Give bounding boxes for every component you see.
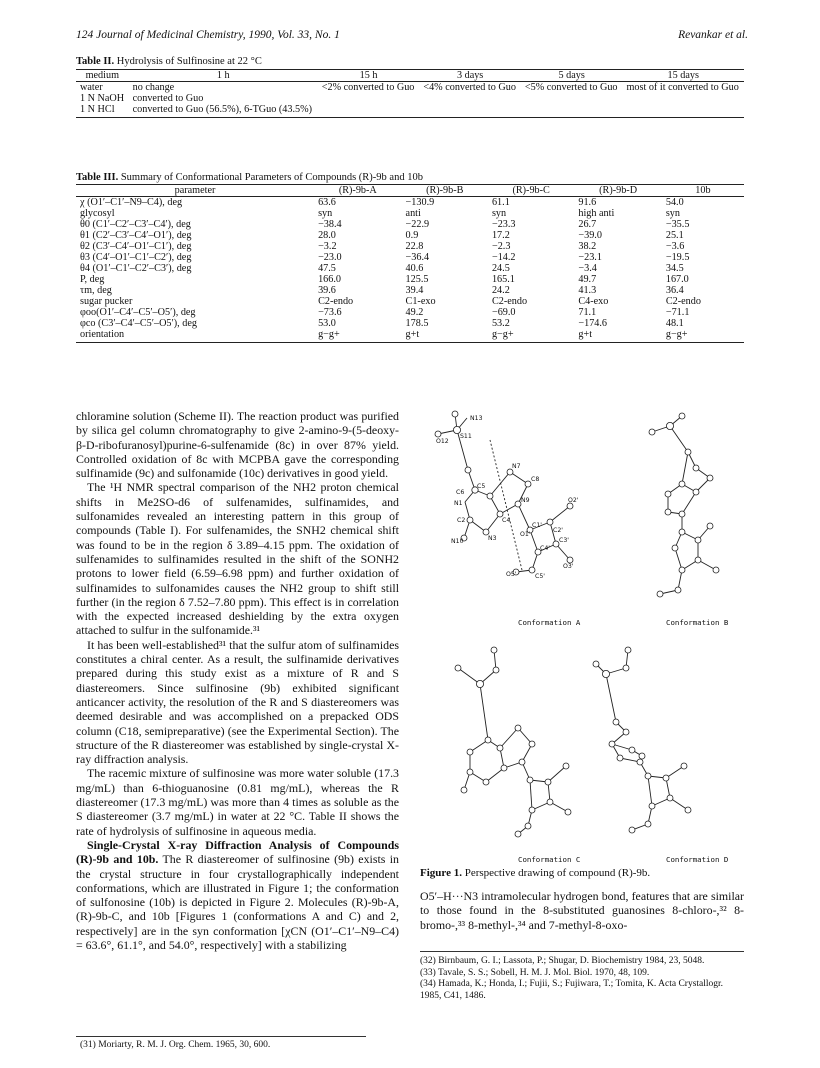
table-cell: τm, deg [80, 285, 112, 296]
table-cell: g+t [574, 329, 661, 343]
table-cell: −73.6 [318, 307, 342, 318]
table-cell: 25.1 [665, 230, 684, 241]
table-cell: C1-exo [405, 296, 436, 307]
atom-label: C6 [456, 489, 465, 496]
table-cell: 38.2 [578, 241, 597, 252]
footnote-32: (32) Birnbaum, G. I.; Lassota, P.; Shugar, D. Biochemistry 1984, 23, 5048. [420, 956, 705, 966]
atom-label: O3' [563, 563, 574, 570]
column-header: (R)-9b-B [402, 185, 488, 197]
column-header: 5 days [521, 70, 623, 82]
table-cell: converted to Guo (56.5%), 6-TGuo (43.5%) [129, 104, 318, 118]
table-cell: 125.5 [405, 274, 429, 285]
table-row [76, 197, 744, 209]
table-row [76, 208, 744, 219]
atom-label: N7 [512, 463, 521, 470]
running-header-left: 124 Journal of Medicinal Chemistry, 1990, Vol. 33, No. 1 [76, 29, 340, 41]
table-cell [521, 93, 623, 104]
footnote-34: (34) Hamada, K.; Honda, I.; Fujii, S.; Fujiwara, T.; Tomita, K. Acta Crystallogr. 1985, C41, 1486. [420, 979, 724, 1001]
atom-label: C8 [531, 476, 540, 483]
column-header: medium [76, 70, 129, 82]
section-heading: Single-Crystal X-ray Diffraction Analysis of Compounds (R)-9b and 10b. [76, 837, 399, 867]
table-cell: 1 N NaOH [80, 93, 125, 104]
atom-label: C5' [535, 573, 545, 580]
table-cell: 49.2 [405, 307, 424, 318]
table2-caption: Table II. Hydrolysis of Sulfinosine at 22 °C [76, 56, 262, 67]
figure-label-c: Conformation C [518, 855, 581, 864]
table-cell: 47.5 [318, 263, 336, 274]
table-cell: −71.1 [665, 307, 690, 318]
table-cell [318, 93, 420, 104]
table3-caption: Table III. Summary of Conformational Parameters of Compounds (R)-9b and 10b [76, 172, 423, 183]
table-cell: 41.3 [578, 285, 597, 296]
table-cell: −19.5 [665, 252, 690, 263]
table-cell: −23.1 [578, 252, 602, 263]
paragraph: chloramine solution (Scheme II). The reaction product was purified by silica gel column chromatography to give 2-amino-9-(5-deoxy-β-D-ribofuranosyl)purine-6-sulfenamide (8c) in over 87% yield. Controlled oxidation of 8c with MCPBA gave the corresponding sulfinamide (9c) and sulfonamide (10c) derivatives in good yield. [76, 409, 399, 481]
table-cell: 61.1 [491, 197, 510, 208]
table-cell: −23.0 [318, 252, 342, 263]
atom-label: O1' [520, 531, 531, 538]
table-cell: C2-endo [318, 296, 354, 307]
table-cell: −2.3 [491, 241, 511, 252]
table-cell: 49.7 [578, 274, 597, 285]
table-cell: high anti [578, 208, 615, 219]
table-cell: 53.2 [491, 318, 510, 329]
running-header-right: Revankar et al. [678, 29, 748, 41]
paragraph: It has been well-established³¹ that the sulfur atom of sulfinamides constitutes a chiral center. As a result, the sulfinamide derivatives prepared during this study exist as a mixture of R and S diastereomers. Since sulfinosine (9b) exhibited significant anticancer activity, the resolution of the R and S diastereomers was deemed desirable and was accomplished on a prepacked ODS column (C18, semipreparative) (see the Experimental Section). The structure of the R diastereomer was established by single-crystal X-ray diffraction analysis. [76, 637, 399, 767]
table-cell: −35.5 [665, 219, 690, 230]
conformation-d-molecule [596, 650, 688, 830]
figure-label-a: Conformation A [518, 618, 581, 627]
table-cell: χ (O1′–C1′–N9–C4), deg [80, 197, 183, 208]
table-cell: θ1 (C2′–C3′–C4′–O1′), deg [80, 230, 192, 241]
table-cell: g−g+ [662, 329, 744, 343]
atom-label: C2' [553, 527, 563, 534]
table-cell: most of it converted to Guo [626, 82, 739, 93]
table-cell: 178.5 [405, 318, 429, 329]
figure-label-b: Conformation B [666, 618, 729, 627]
table-cell: −130.9 [405, 197, 435, 208]
table-cell: θ3 (C4′–O1′–C1′–C2′), deg [80, 252, 192, 263]
table-cell: anti [405, 208, 421, 219]
footnote-rule-right [420, 951, 744, 952]
table-cell: g−g+ [488, 329, 574, 343]
figure-1-drawing [420, 410, 745, 880]
table-cell: −3.6 [665, 241, 685, 252]
column-header: 3 days [419, 70, 521, 82]
table-cell: 63.6 [318, 197, 336, 208]
atom-label: C4 [502, 517, 511, 524]
table-cell: <5% converted to Guo [524, 82, 618, 93]
table-cell: 166.0 [318, 274, 341, 285]
table-cell: water [80, 82, 103, 93]
atom-label: O5' [506, 571, 517, 578]
table-cell: −22.9 [405, 219, 430, 230]
table-row [76, 274, 744, 285]
table-cell: 17.2 [491, 230, 510, 241]
table-cell [521, 104, 623, 118]
table-cell: 28.0 [318, 230, 336, 241]
paragraph: The ¹H NMR spectral comparison of the NH2 proton chemical shifts in Me2SO-d6 of sulfenamides, sulfinamides, and sulfonamides revealed an interesting pattern in this group of compounds (Table I). For sulfenamides, the SNH2 chemical shift was found to be in the region δ 3.89–4.15 ppm. The oxidation of sulfenamides to sulfinamides resulted in the shift of the SONH2 protons to lower field (6.59–6.98 ppm) and further oxidation of sulfinamides to sulfonamides causes the NH2 group to shift still further (in the region δ 7.52–7.80 ppm). This effect is in correlation with the expected increased deshielding by the extra oxygen attached to sulfur in the sulfonamide.³¹ [76, 480, 399, 638]
table-cell: 40.6 [405, 263, 424, 274]
table-row [76, 296, 744, 307]
table-row [76, 93, 744, 104]
conformation-c-molecule [458, 650, 568, 834]
table-cell [622, 93, 744, 104]
atom-label: C4' [540, 545, 550, 552]
table-cell: φco (C3′–C4′–C5′–O5′), deg [80, 318, 197, 329]
table2 [76, 69, 744, 118]
table-cell: syn [491, 208, 507, 219]
table-cell [419, 93, 521, 104]
table-cell: 48.1 [665, 318, 684, 329]
table-cell: converted to Guo [132, 93, 204, 104]
footnote-33: (33) Tavale, S. S.; Sobell, H. M. J. Mol. Biol. 1970, 48, 109. [420, 967, 650, 978]
table-row [76, 307, 744, 318]
table-cell: 24.2 [491, 285, 510, 296]
footnotes-right [420, 956, 744, 1002]
table-cell: g−g+ [314, 329, 401, 343]
atom-label: O12 [436, 438, 449, 445]
table-cell: −39.0 [578, 230, 602, 241]
table-cell: 167.0 [665, 274, 689, 285]
column-header: parameter [76, 185, 314, 197]
atom-label: N10 [451, 538, 464, 545]
table-row [76, 318, 744, 329]
paragraph: The racemic mixture of sulfinosine was more water soluble (17.3 mg/mL) than 6-thioguanosine (0.81 mg/mL), whereas the R diastereomer (17.3 mg/mL) was more than 4 times as soluble as the S diastereomer (3.7 mg/mL) in water at 22 °C. Table II shows the rate of hydrolysis of sulfinosine in aqueous media. [76, 766, 399, 838]
table-cell: <2% converted to Guo [321, 82, 415, 93]
table-cell: P, deg [80, 274, 105, 285]
atom-label: N1 [454, 500, 463, 507]
table-cell [318, 104, 420, 118]
atom-label: C1' [532, 522, 542, 529]
column-header: 15 days [622, 70, 744, 82]
table-cell: sugar pucker [80, 296, 133, 307]
table-cell: −36.4 [405, 252, 430, 263]
atom-label: C3' [559, 537, 569, 544]
table-cell: 22.8 [405, 241, 424, 252]
table-cell: 26.7 [578, 219, 597, 230]
column-header: 10b [662, 185, 744, 197]
table-cell: no change [132, 82, 175, 93]
atom-label: N3 [488, 535, 497, 542]
table-cell: φoo(O1′–C4′–C5′–O5′), deg [80, 307, 196, 318]
table-row [76, 263, 744, 274]
atom-label: C5 [477, 483, 486, 490]
table-cell: syn [318, 208, 333, 219]
table-cell: 24.5 [491, 263, 510, 274]
footnote-31: (31) Moriarty, R. M. J. Org. Chem. 1965, 30, 600. [80, 1040, 271, 1050]
table-cell: C2-endo [665, 296, 701, 307]
table-row [76, 82, 744, 94]
table-cell: −38.4 [318, 219, 342, 230]
atom-label: S11 [460, 433, 472, 440]
atom-label: O2' [568, 497, 579, 504]
table-cell: −3.4 [578, 263, 597, 274]
atom-label: N13 [470, 415, 483, 422]
table-cell: 91.6 [578, 197, 597, 208]
column-header: (R)-9b-C [488, 185, 574, 197]
table-cell [622, 104, 744, 118]
table-cell: 165.1 [491, 274, 515, 285]
table-cell: orientation [76, 329, 314, 343]
table-cell: 53.0 [318, 318, 336, 329]
table-cell: 34.5 [665, 263, 684, 274]
atom-label: N9 [521, 497, 530, 504]
table-cell: <4% converted to Guo [423, 82, 516, 93]
table3 [76, 184, 744, 343]
table-cell: −3.2 [318, 241, 337, 252]
table-row [76, 241, 744, 252]
table-cell: −23.3 [491, 219, 516, 230]
table-cell: 39.4 [405, 285, 424, 296]
table-cell: θ2 (C3′–C4′–O1′–C1′), deg [80, 241, 192, 252]
column-header: (R)-9b-A [314, 185, 401, 197]
table-cell: θ0 (C1′–C2′–C3′–C4′), deg [80, 219, 191, 230]
footnote-rule [76, 1036, 366, 1037]
column-header: (R)-9b-D [574, 185, 661, 197]
table-cell: 1 N HCl [76, 104, 129, 118]
column-header: 15 h [318, 70, 420, 82]
table-cell: 36.4 [665, 285, 684, 296]
body-right-column: O5′–H···N3 intramolecular hydrogen bond, features that are similar to those found in the 8-substituted guanosines 8-chloro-,³² 8-bromo-,³³ 8-methyl-,³⁴ and 7-methyl-8-oxo- [420, 889, 744, 932]
atom-label: C2 [457, 517, 466, 524]
table-cell: 39.6 [318, 285, 336, 296]
table-cell: −69.0 [491, 307, 516, 318]
table-row [76, 230, 744, 241]
table-row [76, 285, 744, 296]
table-row [76, 219, 744, 230]
table-row [76, 104, 744, 118]
table-cell: C2-endo [491, 296, 528, 307]
table-row [76, 329, 744, 343]
table-cell: 54.0 [665, 197, 684, 208]
table-cell: syn [665, 208, 680, 219]
table-cell [419, 104, 521, 118]
body-left-column [76, 409, 399, 952]
figure-label-d: Conformation D [666, 855, 729, 864]
table-row [76, 252, 744, 263]
table-cell: −14.2 [491, 252, 516, 263]
table-cell: C4-exo [578, 296, 609, 307]
table-cell: glycosyl [80, 208, 115, 219]
table-cell: −174.6 [578, 318, 608, 329]
section-paragraph: Single-Crystal X-ray Diffraction Analysis of Compounds (R)-9b and 10b. The R diastereomer of sulfinosine (9b) exists in the crystal structure in four crystallographically independent conformations, which are illustrated in Figure 1; the conformation of sulfonosine (10b) is depicted in Figure 2. Molecules (R)-9b-A, (R)-9b-C, and 10b [Figures 1 (conformations A and C) and 2, respectively] are in the syn conformation [χCN (O1′–C1′–N9–C4) = 63.6°, 61.1°, and 54.0°, respectively] with a stabilizing [76, 837, 399, 952]
table-cell: θ4 (O1′–C1′–C2′–C3′), deg [80, 263, 192, 274]
table-cell: 71.1 [578, 307, 597, 318]
figure-1-caption: Figure 1. Perspective drawing of compound (R)-9b. [420, 867, 651, 879]
column-header: 1 h [129, 70, 318, 82]
table-cell: g+t [402, 329, 488, 343]
table-cell: 0.9 [405, 230, 419, 241]
